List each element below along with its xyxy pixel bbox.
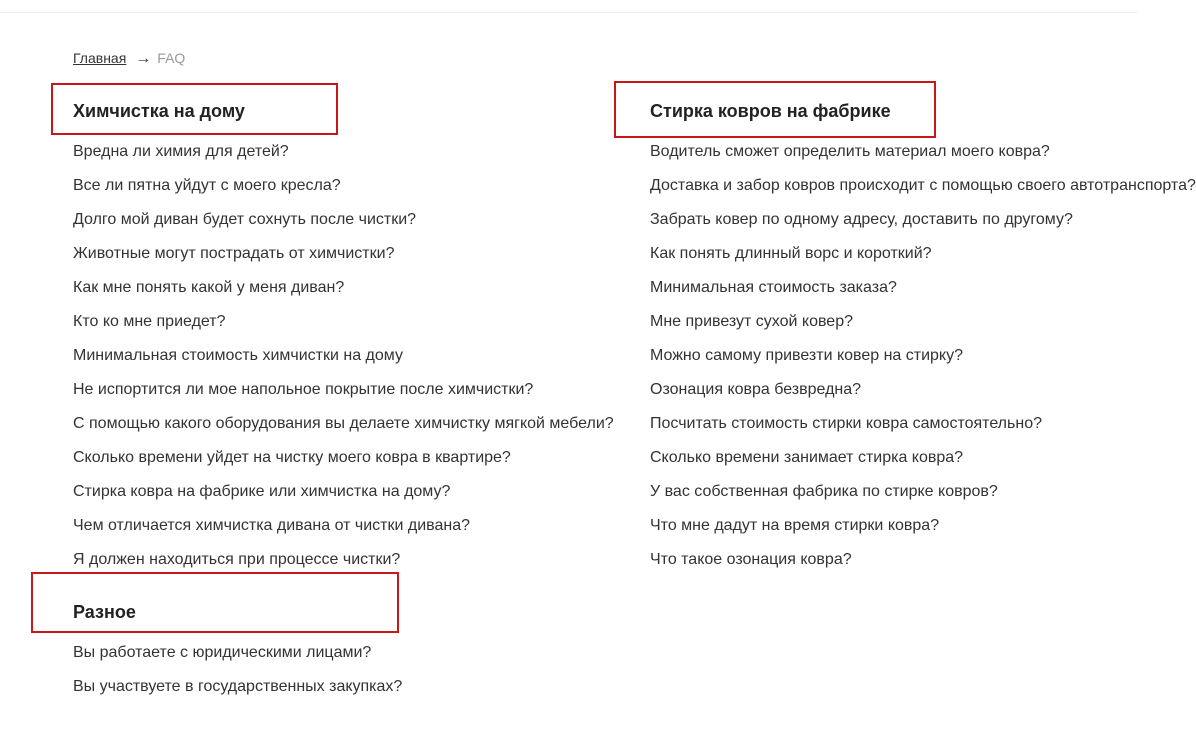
list-item — [73, 516, 614, 550]
list-item — [73, 142, 614, 176]
highlight-box — [51, 83, 338, 135]
faq-question-link[interactable]: Вы участвуете в государственных закупках? — [73, 678, 403, 695]
faq-question-link[interactable]: Животные могут пострадать от химчистки? — [73, 245, 395, 262]
faq-question-link[interactable]: Вредна ли химия для детей? — [73, 143, 289, 160]
faq-section-home-cleaning — [73, 100, 614, 584]
list-item — [73, 210, 614, 244]
faq-question-link[interactable]: Кто ко мне приедет? — [73, 313, 226, 330]
list-item — [650, 550, 1196, 584]
faq-question-link[interactable]: Все ли пятна уйдут с моего кресла? — [73, 177, 341, 194]
faq-question-link[interactable]: У вас собственная фабрика по стирке ковров? — [650, 483, 998, 500]
faq-question-link[interactable]: Долго мой диван будет сохнуть после чистки? — [73, 211, 417, 228]
section-title: Разное — [73, 602, 136, 622]
list-item — [73, 482, 614, 516]
faq-list — [73, 142, 614, 584]
list-item — [650, 142, 1196, 176]
faq-list — [73, 643, 402, 711]
faq-question-link[interactable]: Мне привезут сухой ковер? — [650, 313, 853, 330]
section-title: Химчистка на дому — [73, 101, 245, 121]
breadcrumb-arrow-icon: → — [135, 50, 152, 67]
list-item — [650, 244, 1196, 278]
faq-question-link[interactable]: Стирка ковра на фабрике или химчистка на дому? — [73, 483, 451, 500]
faq-question-link[interactable]: С помощью какого оборудования вы делаете химчистку мягкой мебели? — [73, 415, 614, 432]
highlight-box — [31, 572, 399, 633]
list-item — [73, 244, 614, 278]
list-item — [650, 312, 1196, 346]
list-item — [73, 278, 614, 312]
faq-question-link[interactable]: Посчитать стоимость стирки ковра самостоятельно? — [650, 415, 1042, 432]
list-item — [650, 176, 1196, 210]
list-item — [73, 380, 614, 414]
list-item — [650, 414, 1196, 448]
faq-question-link[interactable]: Водитель сможет определить материал моего ковра? — [650, 143, 1050, 160]
highlight-box — [614, 81, 936, 138]
faq-question-link[interactable]: Как понять длинный ворс и короткий? — [650, 245, 932, 262]
faq-section-carpet-factory — [650, 100, 1196, 584]
list-item — [73, 346, 614, 380]
faq-question-link[interactable]: Озонация ковра безвредна? — [650, 381, 862, 398]
list-item — [650, 516, 1196, 550]
faq-list — [650, 142, 1196, 584]
list-item — [73, 643, 402, 677]
section-title: Стирка ковров на фабрике — [650, 101, 891, 121]
list-item — [650, 482, 1196, 516]
list-item — [73, 414, 614, 448]
faq-question-link[interactable]: Чем отличается химчистка дивана от чистки дивана? — [73, 517, 470, 534]
faq-question-link[interactable]: Сколько времени уйдет на чистку моего ковра в квартире? — [73, 449, 511, 466]
faq-question-link[interactable]: Вы работаете с юридическими лицами? — [73, 644, 372, 661]
list-item — [650, 278, 1196, 312]
faq-question-link[interactable]: Можно самому привезти ковер на стирку? — [650, 347, 964, 364]
list-item — [650, 380, 1196, 414]
faq-question-link[interactable]: Я должен находиться при процессе чистки? — [73, 551, 401, 568]
list-item — [650, 346, 1196, 380]
list-item — [73, 677, 402, 711]
faq-question-link[interactable]: Что мне дадут на время стирки ковра? — [650, 517, 940, 534]
list-item — [73, 448, 614, 482]
faq-question-link[interactable]: Сколько времени занимает стирка ковра? — [650, 449, 964, 466]
breadcrumb — [73, 49, 185, 68]
faq-question-link[interactable]: Забрать ковер по одному адресу, доставить по другому? — [650, 211, 1073, 228]
faq-question-link[interactable]: Минимальная стоимость химчистки на дому — [73, 347, 403, 364]
list-item — [73, 312, 614, 346]
faq-question-link[interactable]: Не испортится ли мое напольное покрытие после химчистки? — [73, 381, 534, 398]
faq-question-link[interactable]: Как мне понять какой у меня диван? — [73, 279, 345, 296]
list-item — [650, 448, 1196, 482]
list-item — [73, 176, 614, 210]
breadcrumb-current: FAQ — [157, 50, 186, 66]
list-item — [650, 210, 1196, 244]
faq-question-link[interactable]: Минимальная стоимость заказа? — [650, 279, 897, 296]
faq-question-link[interactable]: Доставка и забор ковров происходит с помощью своего автотранспорта? — [650, 177, 1196, 194]
faq-question-link[interactable]: Что такое озонация ковра? — [650, 551, 852, 568]
header-divider — [0, 12, 1137, 13]
breadcrumb-home-link[interactable]: Главная — [73, 50, 127, 66]
